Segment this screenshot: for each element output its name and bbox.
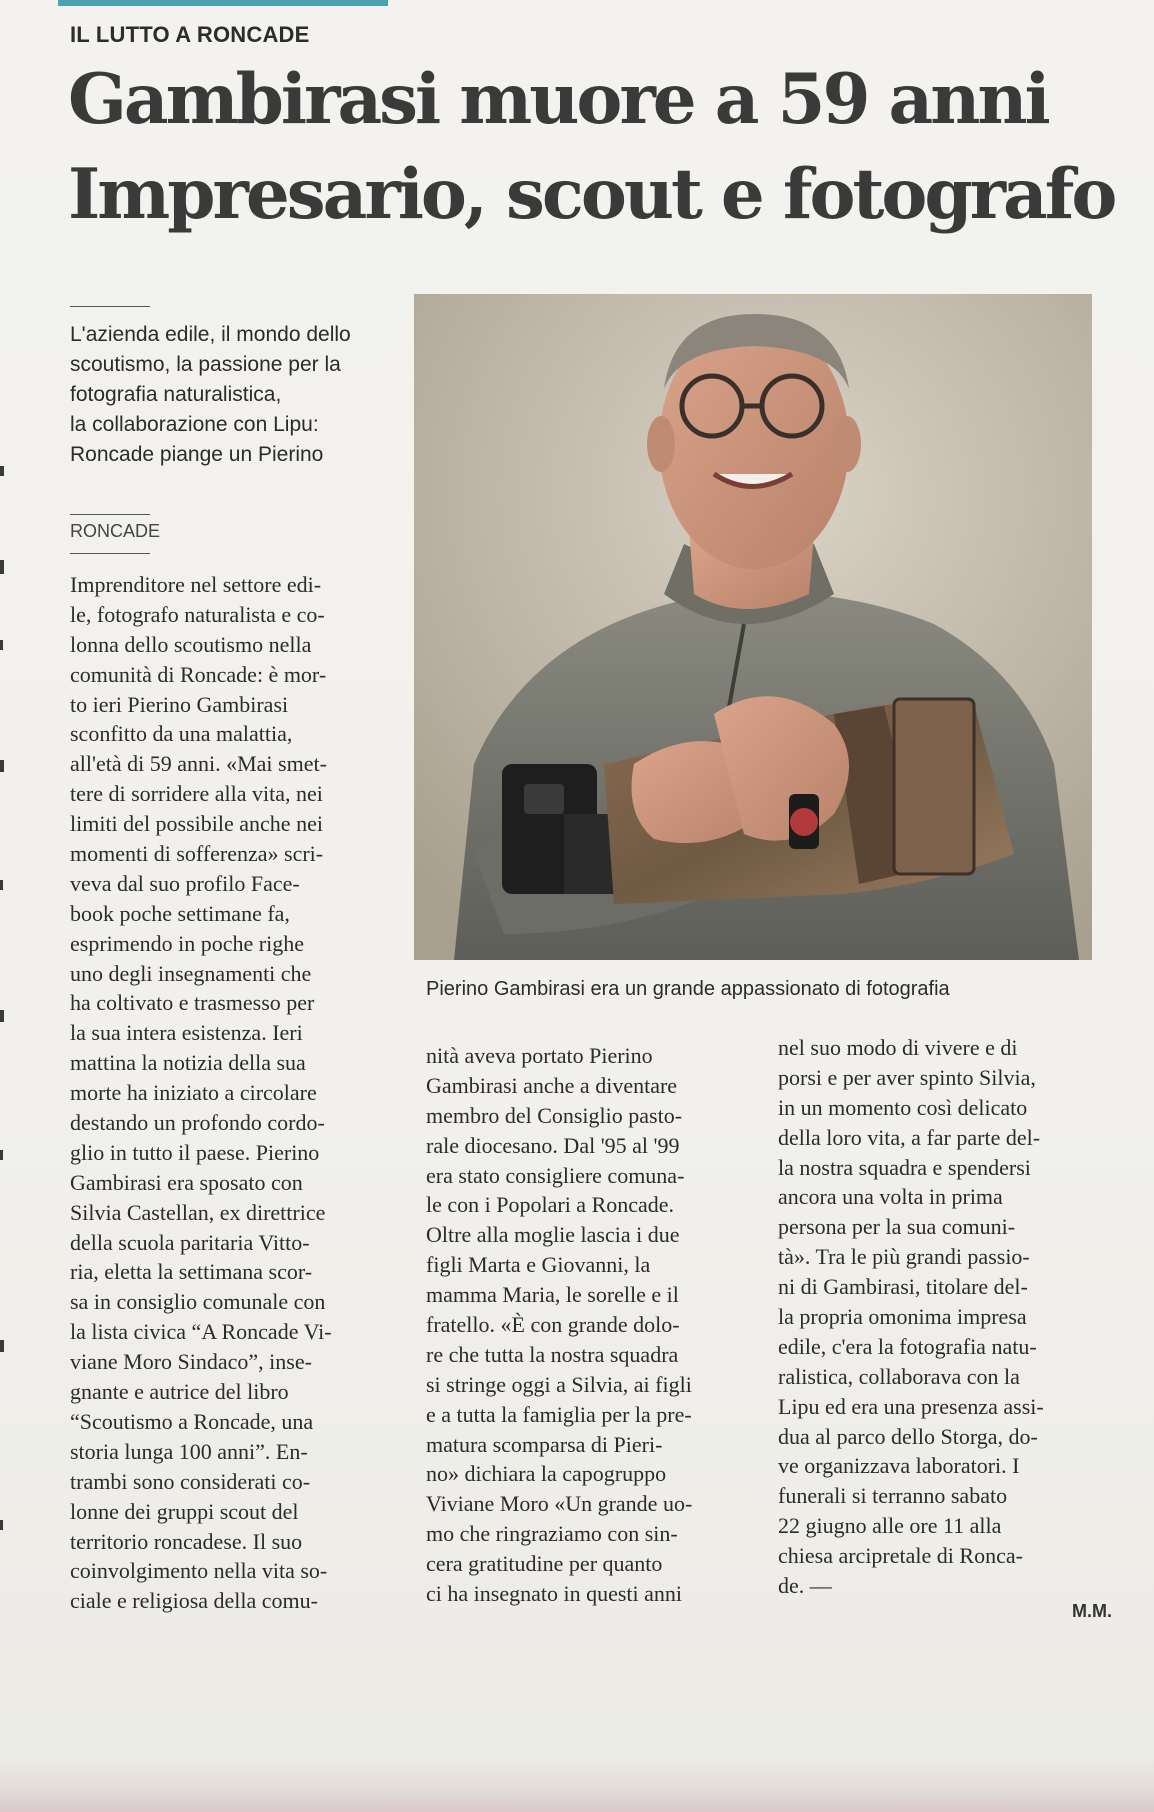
article-line: territorio roncadese. Il suo — [70, 1528, 303, 1554]
article-line: mattina la notizia della sua — [70, 1050, 306, 1076]
article-line: ni di Gambirasi, titolare del- — [778, 1274, 1028, 1300]
article-line: morte ha iniziato a circolare — [70, 1080, 317, 1106]
article-line: lonne dei gruppi scout del — [70, 1498, 299, 1524]
article-line: la propria omonima impresa — [778, 1304, 1027, 1330]
article-line: la nostra squadra e spendersi — [778, 1154, 1031, 1180]
article-line: storia lunga 100 anni”. En- — [70, 1438, 308, 1464]
article-line: destando un profondo cordo- — [70, 1110, 325, 1136]
headline-line-2: Impresario, scout e fotografo — [68, 154, 1115, 235]
article-line: coinvolgimento nella vita so- — [70, 1558, 328, 1584]
article-line: sa in consiglio comunale con — [70, 1289, 326, 1315]
headline-line-1: Gambirasi muore a 59 anni — [68, 59, 1048, 140]
article-line: de. — — [778, 1573, 832, 1599]
article-line: e a tutta la famiglia per la pre- — [426, 1401, 692, 1427]
article-line: mo che ringraziamo con sin- — [426, 1521, 678, 1547]
article-line: to ieri Pierino Gambirasi — [70, 691, 289, 717]
article-line: Imprenditore nel settore edi- — [70, 572, 322, 597]
headline — [68, 52, 1115, 242]
location-rule-top — [70, 514, 150, 515]
article-line: re che tutta la nostra squadra — [426, 1341, 679, 1367]
article-line: dua al parco dello Storga, do- — [778, 1423, 1038, 1449]
article-line: uno degli insegnamenti che — [70, 960, 312, 986]
location-label: RONCADE — [70, 521, 161, 541]
article-line: la lista civica “A Roncade Vi- — [70, 1319, 332, 1345]
article-line: porsi e per aver spinto Silvia, — [778, 1064, 1036, 1090]
section-kicker: IL LUTTO A RONCADE — [70, 22, 310, 47]
summary-line: L'azienda edile, il mondo dello — [70, 323, 351, 346]
article-column-3 — [778, 1033, 1113, 1601]
article-column-1 — [70, 570, 396, 1616]
article-line: “Scoutismo a Roncade, una — [70, 1408, 314, 1434]
summary-line: fotografia naturalistica, — [70, 383, 282, 406]
article-line: sconfitto da una malattia, — [70, 721, 293, 747]
article-line: le con i Popolari a Roncade. — [426, 1192, 675, 1218]
article-line: era stato consigliere comuna- — [426, 1162, 685, 1188]
article-line: la sua intera esistenza. Ieri — [70, 1020, 303, 1046]
article-line: mamma Maria, le sorelle e il — [426, 1282, 679, 1308]
article-line: lonna dello scoutismo nella — [70, 631, 312, 657]
page-edge-marks — [0, 0, 10, 1812]
section-accent-rule — [58, 0, 388, 6]
article-line: veva dal suo profilo Face- — [70, 870, 300, 896]
summary-line: Roncade piange un Pierino — [70, 443, 324, 466]
article-line: trambi sono considerati co- — [70, 1468, 311, 1494]
article-summary — [70, 320, 390, 470]
article-line: ciale e religiosa della comu- — [70, 1588, 318, 1614]
article-line: si stringe oggi a Silvia, ai figli — [426, 1371, 692, 1397]
article-line: funerali si terranno sabato — [778, 1483, 1008, 1509]
article-line: ve organizzava laboratori. I — [778, 1453, 1020, 1479]
article-line: esprimendo in poche righe — [70, 930, 304, 956]
article-line: momenti di sofferenza» scri- — [70, 841, 324, 867]
article-line: persona per la sua comuni- — [778, 1214, 1016, 1240]
article-line: tere di sorridere alla vita, nei — [70, 781, 323, 807]
article-line: in un momento così delicato — [778, 1094, 1028, 1120]
portrait-photo — [414, 294, 1092, 960]
article-line: Oltre alla moglie lascia i due — [426, 1222, 680, 1248]
article-line: all'età di 59 anni. «Mai smet- — [70, 751, 327, 777]
article-line: viane Moro Sindaco”, inse- — [70, 1349, 312, 1375]
article-line: della loro vita, a far parte del- — [778, 1124, 1041, 1150]
summary-line: la collaborazione con Lipu: — [70, 413, 319, 436]
article-line: book poche settimane fa, — [70, 900, 290, 926]
article-line: edile, c'era la fotografia natu- — [778, 1333, 1037, 1359]
article-line: cera gratitudine per quanto — [426, 1551, 663, 1577]
article-line: Lipu ed era una presenza assi- — [778, 1393, 1044, 1419]
article-line: Viviane Moro «Un grande uo- — [426, 1491, 693, 1517]
article-line: Silvia Castellan, ex direttrice — [70, 1199, 326, 1225]
article-line: nel suo modo di vivere e di — [778, 1035, 1018, 1060]
article-line: Gambirasi anche a diventare — [426, 1072, 678, 1098]
article-line: glio in tutto il paese. Pierino — [70, 1139, 320, 1165]
article-line: no» dichiara la capogruppo — [426, 1461, 667, 1487]
page-bottom-edge — [0, 1760, 1154, 1812]
summary-line: scoutismo, la passione per la — [70, 353, 341, 376]
article-line: le, fotografo naturalista e co- — [70, 601, 325, 627]
article-line: della scuola paritaria Vitto- — [70, 1229, 310, 1255]
article-line: ralistica, collaborava con la — [778, 1363, 1020, 1389]
article-line: 22 giugno alle ore 11 alla — [778, 1513, 1002, 1539]
article-line: limiti del possibile anche nei — [70, 811, 323, 837]
article-line: chiesa arcipretale di Ronca- — [778, 1543, 1023, 1569]
article-line: tà». Tra le più grandi passio- — [778, 1244, 1030, 1270]
article-line: ci ha insegnato in questi anni — [426, 1581, 682, 1607]
article-line: membro del Consiglio pasto- — [426, 1102, 683, 1128]
article-line: fratello. «È con grande dolo- — [426, 1312, 680, 1338]
photo-caption: Pierino Gambirasi era un grande appassionato di fotografia — [426, 978, 950, 1000]
article-line: ancora una volta in prima — [778, 1184, 1003, 1210]
article-line: ha coltivato e trasmesso per — [70, 990, 315, 1016]
article-column-2 — [426, 1041, 758, 1609]
author-signature: M.M. — [1072, 1601, 1112, 1621]
article-line: nità aveva portato Pierino — [426, 1043, 653, 1068]
location-rule-bottom — [70, 553, 150, 554]
article-line: ria, eletta la settimana scor- — [70, 1259, 313, 1285]
summary-rule — [70, 306, 150, 307]
article-line: figli Marta e Giovanni, la — [426, 1252, 651, 1278]
article-line: matura scomparsa di Pieri- — [426, 1431, 663, 1457]
article-line: rale diocesano. Dal '95 al '99 — [426, 1132, 680, 1158]
portrait-photo-image — [414, 294, 1092, 960]
article-line: comunità di Roncade: è mor- — [70, 661, 327, 687]
article-line: gnante e autrice del libro — [70, 1379, 289, 1405]
article-line: Gambirasi era sposato con — [70, 1169, 303, 1195]
